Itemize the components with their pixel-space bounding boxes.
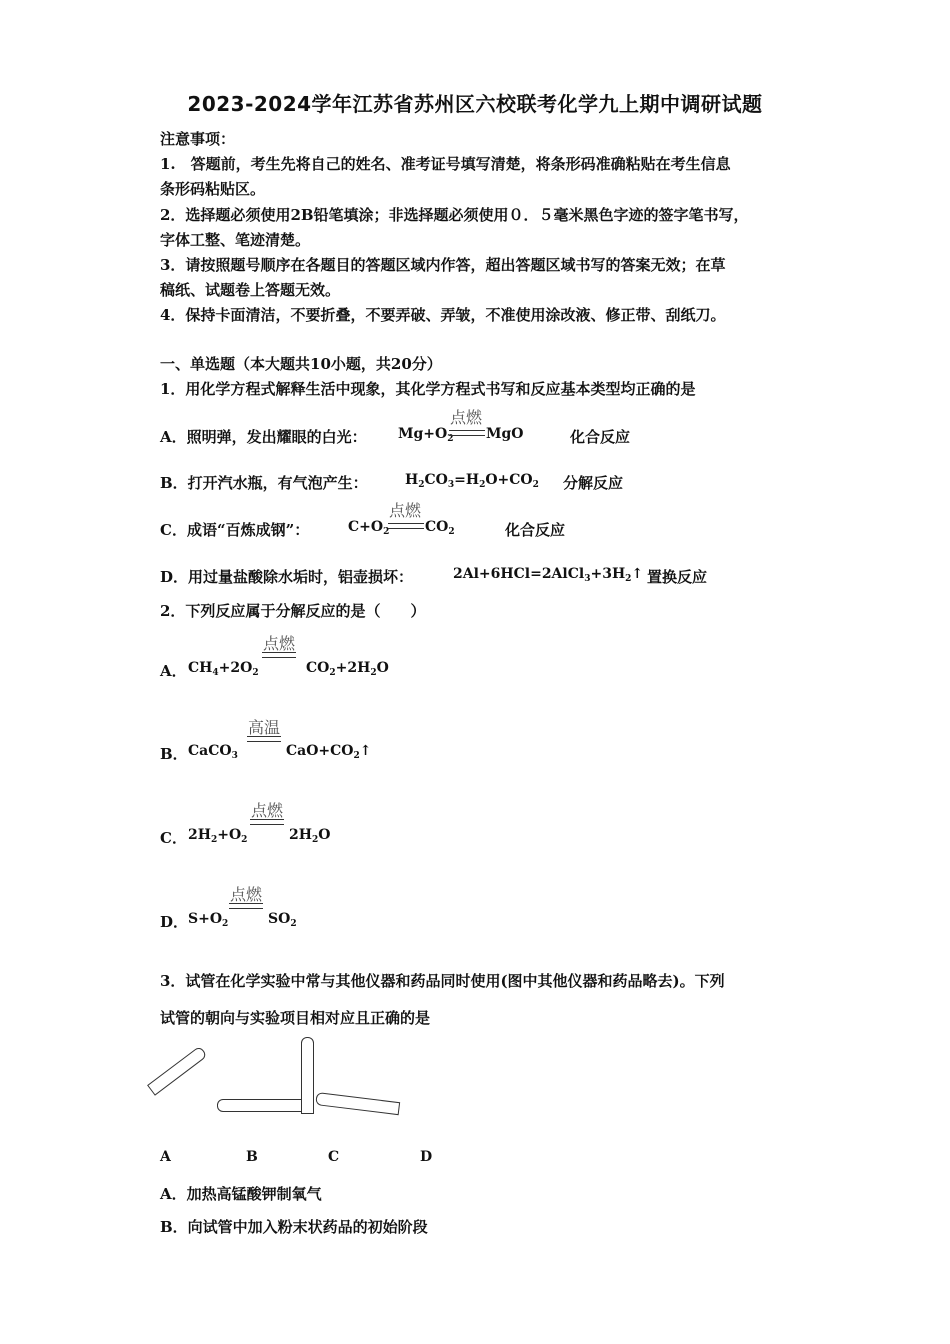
q1-option-d-label: D．用过量盐酸除水垢时，铝壶损坏：	[160, 568, 414, 586]
q2-option-c-label: C．	[160, 829, 187, 847]
q2-c-equals	[250, 819, 284, 825]
q1-option-d-type: 置换反应	[647, 568, 708, 586]
figure-label-c: C	[328, 1149, 340, 1165]
note-1b: 条形码粘贴区。	[160, 180, 266, 198]
test-tube-c	[301, 1037, 314, 1114]
note-3a: 3．请按照题号顺序在各题目的答题区域内作答，超出答题区域书写的答案无效；在草	[160, 256, 726, 274]
q1-option-a-product: MgO	[486, 426, 524, 442]
q1-c-equals	[388, 523, 424, 529]
test-tube-a	[147, 1046, 208, 1096]
q1-option-a-type: 化合反应	[570, 428, 631, 446]
q2-b-condition: 高温	[247, 718, 280, 737]
q1-option-a-label: A．照明弹，发出耀眼的白光：	[160, 428, 367, 446]
page-title: 2023-2024学年江苏省苏州区六校联考化学九上期中调研试题	[187, 92, 763, 116]
q1-option-d-equation: $2Al+6HCl=2AlCl_3+3H_2↑$	[453, 566, 644, 584]
q1-c-condition: 点燃	[388, 501, 421, 520]
test-tube-b	[217, 1099, 302, 1112]
q2-option-d-label: D．	[160, 913, 189, 931]
note-4: 4．保持卡面清洁，不要折叠，不要弄破、弄皱，不准使用涂改液、修正带、刮纸刀。	[160, 306, 726, 324]
section-heading: 一、单选题（本大题共10小题，共20分）	[160, 355, 442, 373]
note-2a: 2．选择题必须使用2B铅笔填涂；非选择题必须使用０．５毫米黑色字迹的签字笔书写，	[160, 206, 749, 224]
q1-option-b-label: B．打开汽水瓶，有气泡产生：	[160, 474, 368, 492]
q3-stem-line1: 3．试管在化学实验中常与其他仪器和药品同时使用(图中其他仪器和药品略去)。下列	[160, 972, 725, 990]
note-1a: 1. 答题前，考生先将自己的姓名、准考证号填写清楚，将条形码准确粘贴在考生信息	[160, 155, 731, 173]
q1-option-c-label: C．成语“百炼成钢”：	[160, 521, 310, 539]
q1-a-condition: 点燃	[449, 408, 482, 427]
q2-option-c-reactants: $2H_2+O_2$	[188, 827, 248, 845]
q1-option-a-reactants: $Mg+O_2$	[398, 426, 454, 444]
q2-option-a-label: A．	[160, 662, 187, 680]
q2-a-condition: 点燃	[262, 634, 295, 653]
q1-option-b-equation: $H_2CO_3=H_2O+CO_2$	[405, 472, 539, 490]
q2-option-b-label: B．	[160, 745, 188, 763]
q2-option-a-products: $CO_2+2H_2O$	[306, 660, 389, 678]
q2-stem: 2．下列反应属于分解反应的是（ ）	[160, 602, 426, 620]
q2-option-c-product: $2H_2O$	[289, 827, 331, 845]
q2-option-b-reactant: CaCO$_3$	[188, 743, 238, 761]
figure-label-a: A	[160, 1149, 171, 1165]
note-3b: 稿纸、试题卷上答题无效。	[160, 281, 341, 299]
q2-option-b-products: $CaO+CO_2↑$	[286, 743, 372, 761]
q1-option-c-type: 化合反应	[505, 521, 566, 539]
q3-stem-line2: 试管的朝向与实验项目相对应且正确的是	[160, 1009, 431, 1027]
q2-a-equals	[262, 652, 296, 658]
q2-option-d-reactants: $S+O_2$	[188, 911, 229, 929]
q2-c-condition: 点燃	[250, 801, 283, 820]
q1-stem: 1．用化学方程式解释生活中现象，其化学方程式书写和反应基本类型均正确的是	[160, 380, 696, 398]
note-2b: 字体工整、笔迹清楚。	[160, 231, 311, 249]
q2-option-d-product: $SO_2$	[268, 911, 297, 929]
q2-d-equals	[229, 903, 263, 909]
q1-option-c-product: $CO_2$	[425, 519, 455, 537]
notes-heading: 注意事项：	[160, 130, 236, 148]
q2-option-a-reactants: $CH_4+2O_2$	[188, 660, 259, 678]
q1-a-equals	[449, 430, 485, 436]
q3-option-b: B．向试管中加入粉末状药品的初始阶段	[160, 1218, 428, 1236]
q1-option-c-reactants: $C+O_2$	[348, 519, 390, 537]
test-tube-d	[315, 1092, 400, 1115]
q2-b-equals	[247, 736, 281, 742]
q2-d-condition: 点燃	[229, 885, 262, 904]
figure-label-b: B	[246, 1149, 258, 1165]
q1-option-b-type: 分解反应	[563, 474, 624, 492]
figure-label-d: D	[420, 1149, 433, 1165]
q3-option-a: A．加热高锰酸钾制氧气	[160, 1185, 322, 1203]
